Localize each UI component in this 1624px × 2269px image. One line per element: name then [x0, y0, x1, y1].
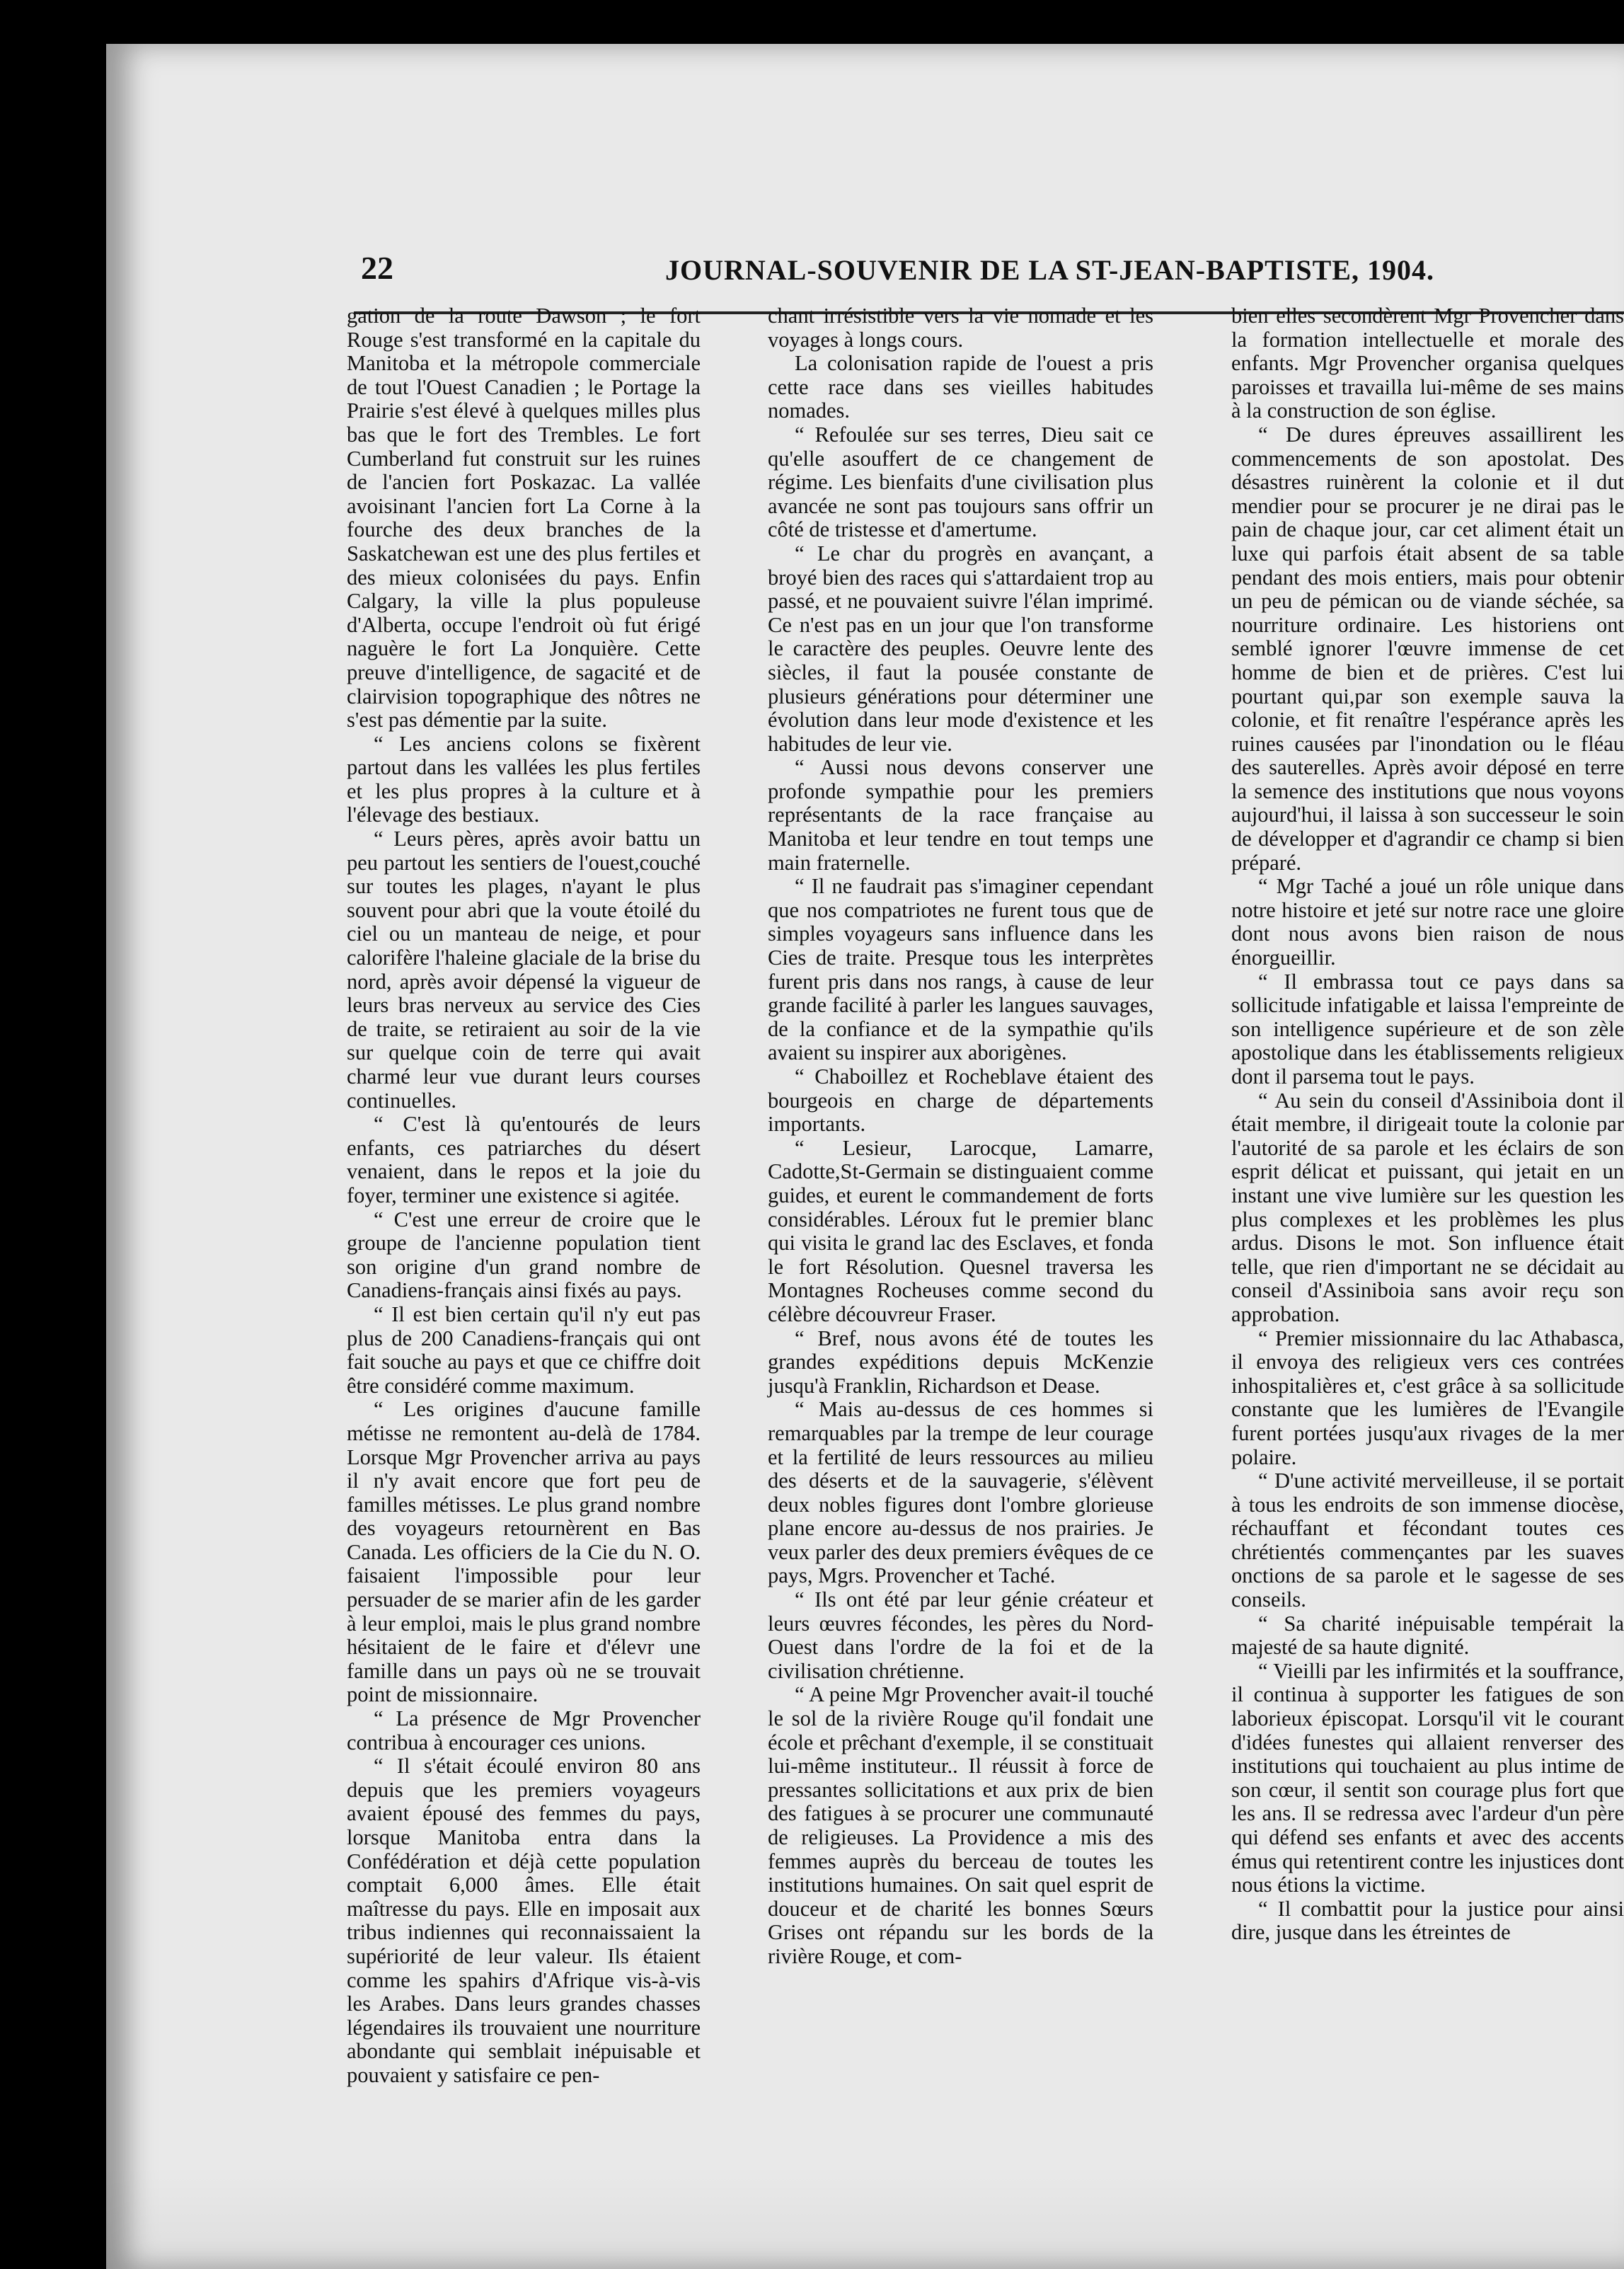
text-column-2	[768, 304, 1153, 1969]
paragraph: “ Il embrassa tout ce pays dans sa sollicitude infatigable et laissa l'empreinte de son intelligence supérieure et de son zèle apostolique dans les établissements religieux dont il parsema tout le pays.	[1231, 969, 1624, 1088]
paragraph: “ Les anciens colons se fixèrent partout dans les vallées les plus fertiles et les plus propres à la culture et à l'élevage des bestiaux.	[347, 731, 701, 827]
paragraph: La colonisation rapide de l'ouest a pris cette race dans ses vieilles habitudes nomades.	[768, 351, 1153, 423]
paragraph: “ D'une activité merveilleuse, il se portait à tous les endroits de son immense diocèse, réchauffant et fécondant toutes ces chrétientés commençantes par les suaves onctions de sa parole et le sagesse de ses conseils.	[1231, 1469, 1624, 1612]
paragraph: bien elles secondèrent Mgr Provencher dans la formation intellectuelle et morale des enfants. Mgr Provencher organisa quelques paroisses et travailla lui-même de ses mains à la construction de son église.	[1231, 304, 1624, 423]
text-column-3	[1231, 304, 1624, 1945]
paragraph: “ Ils ont été par leur génie créateur et leurs œuvres fécondes, les pères du Nord-Ouest dans l'ordre de la foi et de la civilisation chrétienne.	[768, 1587, 1153, 1683]
paragraph: “ Premier missionnaire du lac Athabasca, il envoya des religieux vers ces contrées inhospitalières et, c'est grâce à sa sollicitude constante que les lumières de l'Evangile furent portées jusqu'aux rivages de la mer polaire.	[1231, 1326, 1624, 1469]
paragraph: “ Sa charité inépuisable tempérait la majesté de sa haute dignité.	[1231, 1611, 1624, 1660]
paragraph: “ Au sein du conseil d'Assiniboia dont il était membre, il dirigeait toute la colonie par l'autorité de sa parole et les éclairs de son esprit délicat et puissant, qui jetait en un instant une vive lumière sur les question les plus complexes et les problèmes les plus ardus. Disons le mot. Son influence était telle, que rien d'important ne se décidait au conseil d'Assiniboia sans avoir reçu son approbation.	[1231, 1088, 1624, 1326]
paragraph: “ Refoulée sur ses terres, Dieu sait ce qu'elle asouffert de ce changement de régime. Les bienfaits d'une civilisation plus avancée ne sont pas toujours sans offrir un côté de tristesse et d'amertume.	[768, 422, 1153, 542]
paragraph: “ Il s'était écoulé environ 80 ans depuis que les premiers voyageurs avaient épousé des femmes du pays, lorsque Manitoba entra dans la Confédération et déjà cette population comptait 6,000 âmes. Elle était maîtresse du pays. Elle en imposait aux tribus indiennes qui reconnaissaient la supériorité de leur valeur. Ils étaient comme les spahirs d'Afrique vis-à-vis les Arabes. Dans leurs grandes chasses légendaires ils trouvaient une nourriture abondante qui semblait inépuisable et pouvaient y satisfaire ce pen-	[347, 1754, 701, 2087]
paragraph: “ Lesieur, Larocque, Lamarre, Cadotte,St-Germain se distinguaient comme guides, et eurent le commandement de forts considérables. Léroux fut le premier blanc qui visita le grand lac des Esclaves, et fonda le fort Résolution. Quesnel traversa les Montagnes Rocheuses comme second du célèbre découvreur Fraser.	[768, 1135, 1153, 1326]
paragraph: chant irrésistible vers la vie nomade et les voyages à longs cours.	[768, 304, 1153, 352]
paragraph: “ Leurs pères, après avoir battu un peu partout les sentiers de l'ouest,couché sur toutes les plages, n'ayant le plus souvent pour abri que la voute étoilé du ciel ou un manteau de neige, et pour calorifère l'haleine glaciale de la brise du nord, après avoir dépensé la vigueur de leurs bras nerveux au service des Cies de traite, se retiraient au soir de la vie sur quelque coin de terre qui avait charmé leur vue durant leurs courses continuelles.	[347, 827, 701, 1113]
paragraph: “ Les origines d'aucune famille métisse ne remontent au-delà de 1784. Lorsque Mgr Provencher arriva au pays il n'y avait encore que fort peu de familles métisses. Le plus grand nombre des voyageurs retournèrent en Bas Canada. Les officiers de la Cie du N. O. faisaient l'impossible pour leur persuader de se marier afin de les garder à leur emploi, mais le plus grand nombre hésitaient de le faire et d'élevr une famille dans un pays où ne se trouvait point de missionnaire.	[347, 1397, 701, 1707]
paragraph: “ Bref, nous avons été de toutes les grandes expéditions depuis McKenzie jusqu'à Franklin, Richardson et Dease.	[768, 1326, 1153, 1398]
paragraph: “ Chaboillez et Rocheblave étaient des bourgeois en charge de départements importants.	[768, 1064, 1153, 1137]
paragraph: “ Mgr Taché a joué un rôle unique dans notre histoire et jeté sur notre race une gloire dont nous avons bien raison de nous énorgueillir.	[1231, 874, 1624, 970]
text-column-1	[347, 304, 701, 2088]
paragraph: “ Le char du progrès en avançant, a broyé bien des races qui s'attardaient trop au passé, et ne pouvaient suivre l'élan imprimé. Ce n'est pas en un jour que l'on transforme le caractère des peuples. Oeuvre lente des siècles, il faut la pousée constante de plusieurs générations pour déterminer une évolution dans leur mode d'existence et les habitudes de leur vie.	[768, 541, 1153, 756]
page-number: 22	[361, 250, 393, 286]
paragraph: “ C'est là qu'entourés de leurs enfants, ces patriarches du désert venaient, dans le repos et la joie du foyer, terminer une existence si agitée.	[347, 1112, 701, 1207]
paragraph: “ Vieilli par les infirmités et la souffrance, il continua à supporter les fatigues de son laborieux épiscopat. Lorsqu'il vit le courant d'idées funestes qui allaient renverser des institutions qui touchaient au plus intime de son cœur, il sentit son courage plus fort que les ans. Il se redressa avec l'ardeur d'un père qui défend ses enfants et avec des accents émus qui retentirent contre les injustices dont nous étions la victime.	[1231, 1658, 1624, 1897]
paragraph: “ Il ne faudrait pas s'imaginer cependant que nos compatriotes ne furent tous que de simples voyageurs sans influence dans les Cies de traite. Presque tous les interprètes furent pris dans nos rangs, à cause de leur grande facilité à parler les langues sauvages, de la confiance et de la sympathie qu'ils avaient su inspirer aux aborigènes.	[768, 874, 1153, 1065]
paragraph: “ Aussi nous devons conserver une profonde sympathie pour les premiers représentants de la race française au Manitoba et leur tendre en tout temps une main fraternelle.	[768, 755, 1153, 875]
paragraph: “ Il combattit pour la justice pour ainsi dire, jusque dans les étreintes de	[1231, 1896, 1624, 1945]
paragraph: “ Il est bien certain qu'il n'y eut pas plus de 200 Canadiens-français qui ont fait souche au pays et que ce chiffre doit être considéré comme maximum.	[347, 1302, 701, 1398]
paragraph: “ A peine Mgr Provencher avait-il touché le sol de la rivière Rouge qu'il fondait une école et prêchant d'exemple, il se constituait lui-même instituteur.. Il réussit à force de pressantes sollicitations et aux prix de bien des fatigues à se procurer une communauté de religieuses. La Providence a mis des femmes auprès du berceau de toutes les institutions humaines. On sait quel esprit de douceur et de charité les bonnes Sœurs Grises ont répandu sur les bords de la rivière Rouge, et com-	[768, 1682, 1153, 1968]
page-bottom-shade	[106, 2166, 1624, 2269]
paragraph: gation de la route Dawson ; le fort Rouge s'est transformé en la capitale du Manitoba et la métropole commerciale de tout l'Ouest Canadien ; le Portage la Prairie s'est élevé à quelques milles plus bas que le fort des Trembles. Le fort Cumberland fut construit sur les ruines de l'ancien fort Poskazac. La vallée avoisinant l'ancien fort La Corne à la fourche des deux branches de la Saskatchewan est une des plus fertiles et des mieux colonisées du pays. Enfin Calgary, la ville la plus populeuse d'Alberta, occupe l'endroit où fut érigé naguère le fort La Jonquière. Cette preuve d'intelligence, de sagacité et de clairvision topographique des nôtres ne s'est pas démentie par la suite.	[347, 304, 701, 733]
paragraph: “ C'est une erreur de croire que le groupe de l'ancienne population tient son origine d'un grand nombre de Canadiens-français ainsi fixés au pays.	[347, 1207, 701, 1303]
paragraph: “ De dures épreuves assaillirent les commencements de son apostolat. Des désastres ruinèrent la colonie et il dut mendier pour se procurer je ne dirai pas le pain de chaque jour, car cet aliment était un luxe qui parfois était absent de sa table pendant des mois entiers, mais pour obtenir un peu de pémican ou de viande séchée, sa nourriture ordinaire. Les historiens ont semblé ignorer l'œuvre immense de cet homme de bien et de prières. C'est lui pourtant qui,par son exemple sauva la colonie, et fit renaître l'espérance après les ruines causées par l'inondation ou le fléau des sauterelles. Après avoir déposé en terre la semence des institutions que nous voyons aujourd'hui, il laissa à son successeur le soin de développer et d'agrandir ce champ si bien préparé.	[1231, 422, 1624, 875]
running-title: JOURNAL-SOUVENIR DE LA ST-JEAN-BAPTISTE, 1904.	[665, 254, 1434, 286]
page-header	[361, 249, 1620, 292]
paragraph: “ Mais au-dessus de ces hommes si remarquables par la trempe de leur courage et la fertilité de leurs ressources au milieu des déserts et de la sauvagerie, s'élèvent deux nobles figures dont l'ombre glorieuse plane encore au-dessus de nos prairies. Je veux parler des deux premiers évêques de ce pays, Mgrs. Provencher et Taché.	[768, 1397, 1153, 1588]
paragraph: “ La présence de Mgr Provencher contribua à encourager ces unions.	[347, 1706, 701, 1754]
